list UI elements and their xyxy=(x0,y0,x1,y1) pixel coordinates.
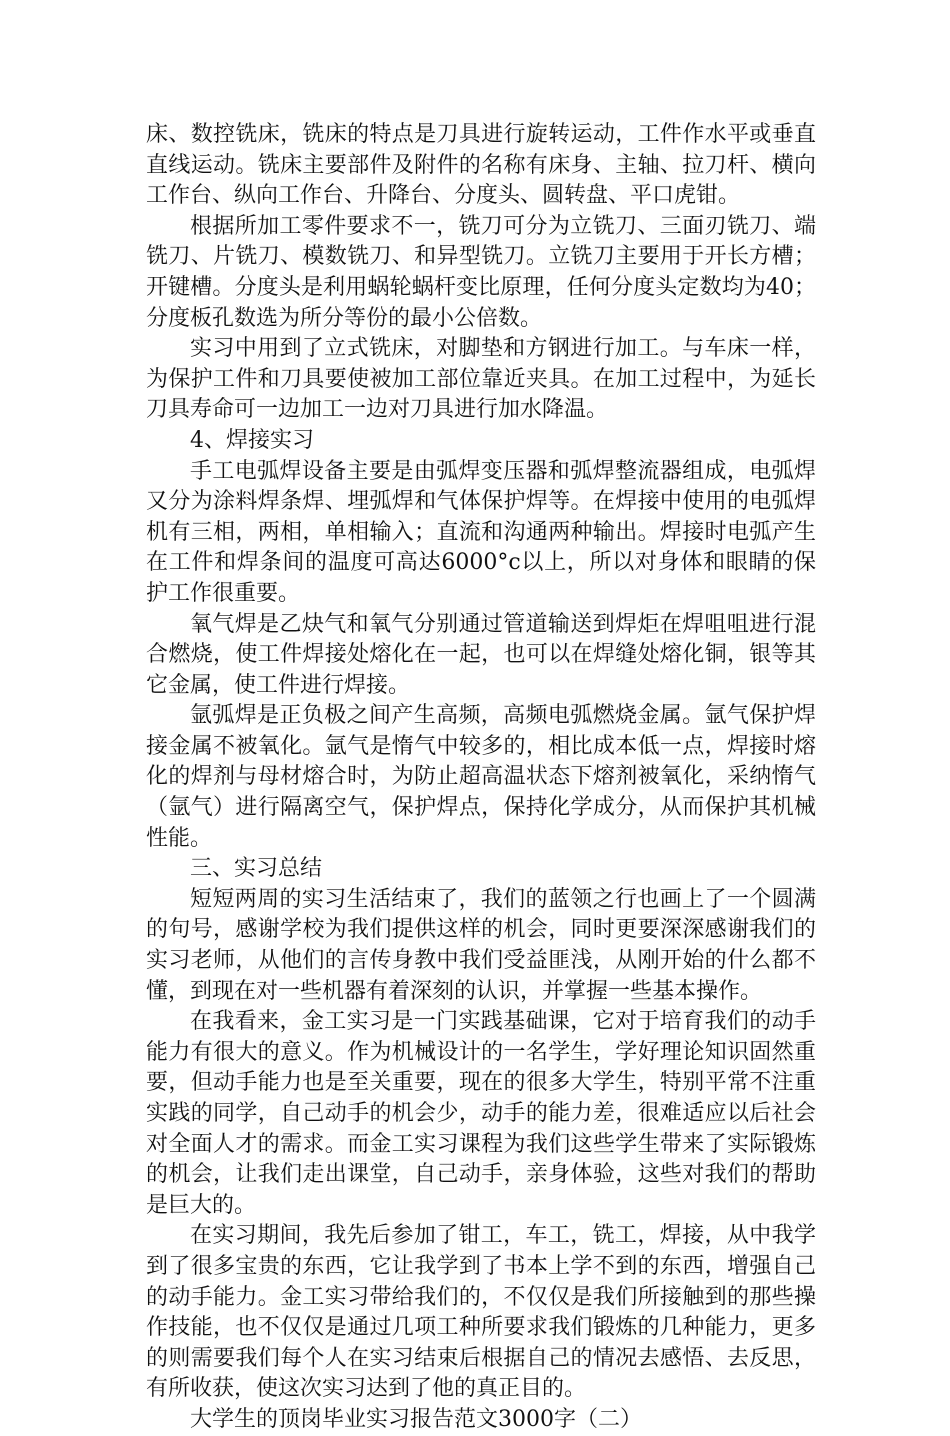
paragraph-milling-cutters: 根据所加工零件要求不一，铣刀可分为立铣刀、三面刃铣刀、端铣刀、片铣刀、模数铣刀、和异型铣刀。立铣刀主要用于开长方槽；开键槽。分度头是利用蜗轮蜗杆变比原理，任何分度头定数均为40；分度板孔数选为所分等份的最小公倍数。 xyxy=(146,213,816,331)
paragraph-milling-machine-intro: 床、数控铣床，铣床的特点是刀具进行旋转运动，工件作水平或垂直直线运动。铣床主要部件及附件的名称有床身、主轴、拉刀杆、横向工作台、纵向工作台、升降台、分度头、圆转盘、平口虎钳。 xyxy=(146,122,816,209)
paragraph-summary-gratitude: 短短两周的实习生活结束了，我们的蓝领之行也画上了一个圆满的句号，感谢学校为我们提供这样的机会，同时更要深深感谢我们的实习老师，从他们的言传身教中我们受益匪浅，从刚开始的什么都不懂，到现在对一些机器有着深刻的认识，并掌握一些基本操作。 xyxy=(146,886,816,1004)
section-heading-welding: 4、焊接实习 xyxy=(190,427,314,453)
paragraph-summary-significance: 在我看来，金工实习是一门实践基础课，它对于培育我们的动手能力有很大的意义。作为机械设计的一名学生，学好理论知识固然重要，但动手能力也是至关重要，现在的很多大学生，特别平常不注重实践的同学，自己动手的机会少，动手的能力差，很难适应以后社会对全面人才的需求。而金工实习课程为我们这些学生带来了实际锻炼的机会，让我们走出课堂，自己动手，亲身体验，这些对我们的帮助是巨大的。 xyxy=(146,1009,816,1218)
paragraph-summary-experience: 在实习期间，我先后参加了钳工，车工，铣工，焊接，从中我学到了很多宝贵的东西，它让我学到了书本上学不到的东西，增强自己的动手能力。金工实习带给我们的，不仅仅是我们所接触到的那些操作技能，也不仅仅是通过几项工种所要求我们锻炼的几种能力，更多的则需要我们每个人在实习结束后根据自己的情况去感悟、去反思，有所收获，使这次实习达到了他的真正目的。 xyxy=(146,1223,816,1402)
section-heading-summary: 三、实习总结 xyxy=(190,856,323,882)
paragraph-milling-practice: 实习中用到了立式铣床，对脚垫和方钢进行加工。与车床一样，为保护工件和刀具要使被加工部位靠近夹具。在加工过程中，为延长刀具寿命可一边加工一边对刀具进行加水降温。 xyxy=(146,336,816,423)
next-article-title: 大学生的顶岗毕业实习报告范文3000字（二） xyxy=(190,1406,642,1432)
paragraph-oxygen-welding: 氧气焊是乙炔气和氧气分别通过管道输送到焊炬在焊咀咀进行混合燃烧，使工件焊接处熔化在一起，也可以在焊缝处熔化铜，银等其它金属，使工件进行焊接。 xyxy=(146,611,816,698)
paragraph-arc-welding: 手工电弧焊设备主要是由弧焊变压器和弧焊整流器组成，电弧焊又分为涂料焊条焊、埋弧焊和气体保护焊等。在焊接中使用的电弧焊机有三相，两相，单相输入；直流和沟通两种输出。焊接时电弧产生在工件和焊条间的温度可高达6000°c以上，所以对身体和眼睛的保护工作很重要。 xyxy=(146,458,816,606)
paragraph-argon-welding: 氩弧焊是正负极之间产生高频，高频电弧燃烧金属。氩气保护焊接金属不被氧化。氩气是惰气中较多的，相比成本低一点，焊接时熔化的焊剂与母材熔合时，为防止超高温状态下熔剂被氧化，采纳惰气（氩气）进行隔离空气，保护焊点，保持化学成分，从而保护其机械性能。 xyxy=(146,703,816,851)
document-body xyxy=(146,120,816,1436)
